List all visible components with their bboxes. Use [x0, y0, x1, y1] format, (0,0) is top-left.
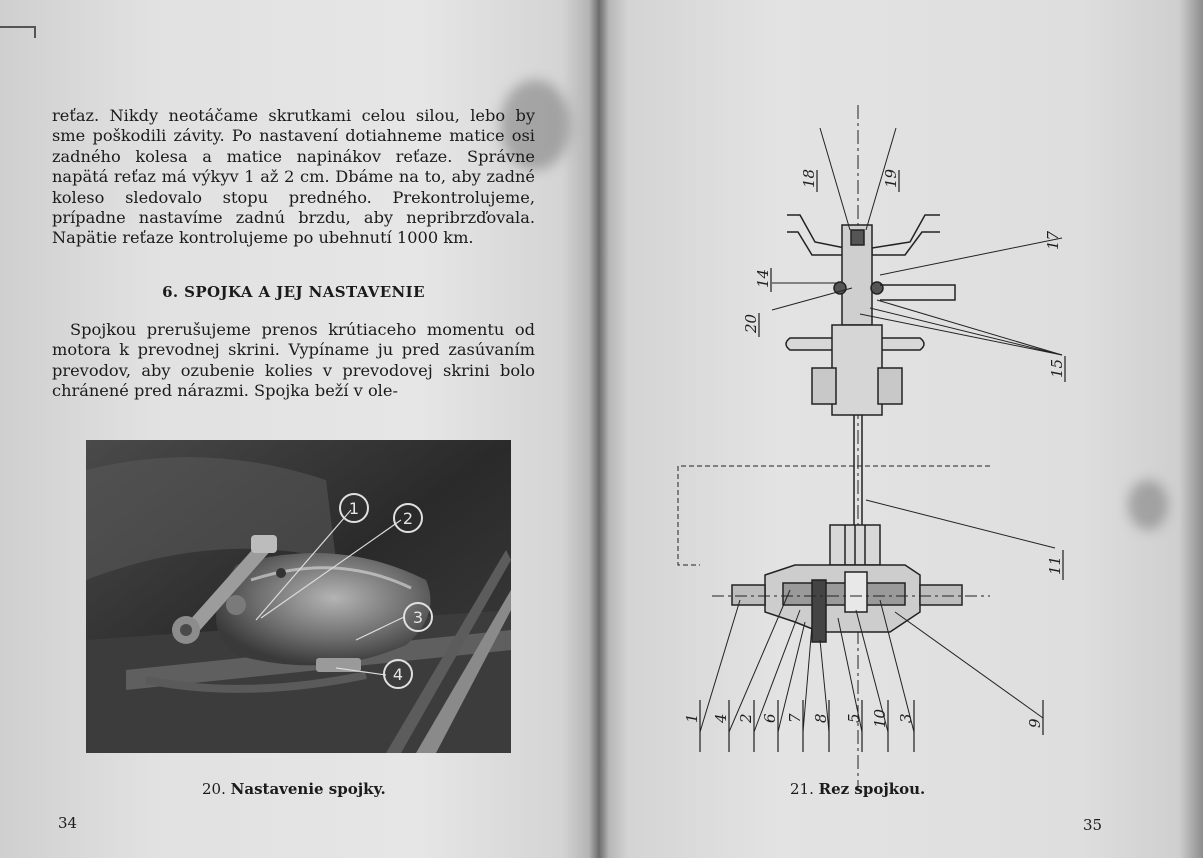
page-number-right: 35 [1083, 816, 1103, 834]
diagram-label-1 [683, 700, 701, 752]
diagram-label-7 [786, 700, 804, 752]
diagram-label-18 [800, 169, 818, 192]
diagram-label-20 [742, 313, 760, 337]
svg-text:7: 7 [786, 713, 804, 723]
figure-21-caption [790, 780, 925, 798]
diagram-label-8 [812, 700, 830, 752]
svg-text:11: 11 [1046, 555, 1064, 575]
diagram-label-4 [712, 700, 730, 752]
section-heading: 6. SPOJKA A JEJ NASTAVENIE [162, 283, 425, 301]
diagram-label-10 [871, 700, 889, 752]
diagram-label-6 [761, 700, 779, 752]
svg-text:17: 17 [1044, 230, 1062, 250]
svg-text:4: 4 [712, 713, 730, 723]
svg-text:6: 6 [761, 713, 779, 723]
diagram-label-15 [1048, 356, 1066, 382]
caption-number: 20. [202, 780, 226, 798]
svg-text:8: 8 [812, 713, 830, 723]
svg-text:19: 19 [882, 168, 900, 188]
diagram-label-9 [1026, 700, 1044, 735]
svg-text:2: 2 [737, 713, 755, 723]
diagram-label-14 [754, 268, 772, 292]
diagram-label-11 [1046, 550, 1064, 580]
svg-text:9: 9 [1026, 718, 1044, 728]
svg-text:3: 3 [412, 608, 424, 627]
svg-text:5: 5 [845, 713, 863, 723]
svg-text:20: 20 [742, 313, 760, 333]
body-paragraph-2: Spojkou prerušujeme prenos krútiaceho momentu od motora k prevodnej skrini. Vypíname ju pred zasúvaním prevodov, aby ozubenie kolies v prevodovej skrini bolo chránené pred nárazmi. Spojka beží v ole- [52, 320, 535, 401]
svg-text:18: 18 [800, 168, 818, 188]
svg-text:4: 4 [392, 665, 404, 684]
svg-text:15: 15 [1048, 358, 1066, 378]
diagram-label-17 [1044, 230, 1062, 250]
page-number-left: 34 [58, 814, 78, 832]
diagram-label-19 [882, 168, 900, 192]
svg-text:1: 1 [683, 713, 701, 723]
svg-text:3: 3 [897, 713, 915, 723]
caption-number: 21. [790, 780, 814, 798]
svg-text:10: 10 [871, 708, 889, 728]
caption-text: Nastavenie spojky. [230, 780, 386, 798]
svg-text:14: 14 [754, 268, 772, 288]
body-paragraph-1: reťaz. Nikdy neotáčame skrutkami celou silou, lebo by sme poškodili závity. Po nastavení dotiahneme matice osi zadného kolesa a matice napinákov reťaze. Správne napätá reťaz má výkyv 1 až 2 cm. Dbáme na to, aby zadné koleso sledovalo stopu predného. Prekontrolujeme, prípadne nastavíme zadnú brzdu, aby nepribrzďovala. Napätie reťaze kontrolujeme po ubehnutí 1000 km. [52, 106, 535, 248]
svg-text:2: 2 [402, 509, 414, 528]
caption-text: Rez spojkou. [818, 780, 926, 798]
svg-text:1: 1 [348, 499, 360, 518]
